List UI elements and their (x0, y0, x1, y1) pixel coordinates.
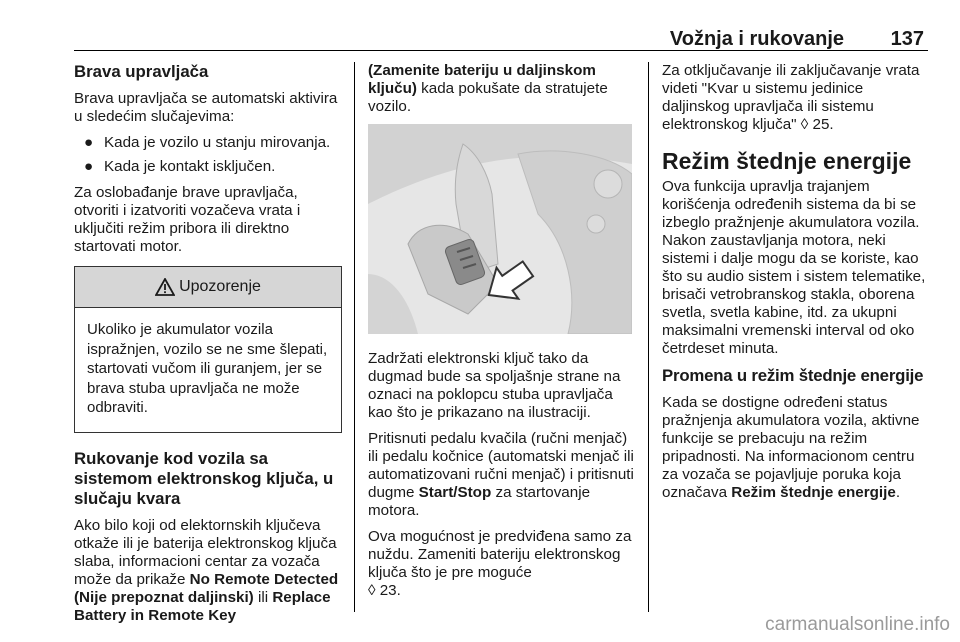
column-3 (662, 62, 930, 510)
paragraph: Ako bilo koji od elektornskih ključeva otkaže ili je baterija elektronskog ključa slaba, informacioni centar za vozača može da prikaže No Remote Detected (Nije prepoznat daljinski) ili Replace Battery in Remote Key (74, 516, 339, 624)
column-divider (648, 62, 649, 612)
heading-electronic-key-fault: Rukovanje kod vozila sa sistemom elektronskog ključa, u slučaju kvara (74, 448, 334, 508)
paragraph: Ova mogućnost je predviđena samo za nuždu. Zameniti bateriju elektronskog ključa što je pre moguće ◊ 23. (368, 528, 632, 599)
section-title: Vožnja i rukovanje (669, 28, 844, 50)
heading-steering-lock: Brava upravljača (74, 62, 209, 81)
warning-text: Ukoliko je akumulator vozila ispražnjen, vozilo se ne sme šlepati, startovati vučom ili guranjem, jer se brava stuba upravljača ne može odbraviti. (87, 321, 328, 416)
paragraph: Ova funkcija upravlja trajanjem korišćenja određenih sistema da bi se izbeglo pražnjenje akumulatora vozila. Nakon zaustavljanja motora, neki sistemi i dalje mogu da se koriste, kao što su audio sistem i sistem telematike, brisači vetrobranskog stakla, oborena svetla, svetla kabine, itd. za ukupni maksimalni vremenski interval od oko četrdeset minuta. (662, 178, 926, 357)
paragraph: Brava upravljača se automatski aktivira u sledećim slučajevima: (74, 90, 338, 125)
bullet-list (74, 134, 342, 176)
warning-title: Upozorenje (179, 278, 261, 295)
warning-box (74, 266, 342, 433)
header-divider (74, 50, 928, 51)
watermark: carmanualsonline.info (765, 614, 950, 635)
column-2 (368, 62, 636, 608)
heading-energy-saving-mode: Režim štednje energije (662, 148, 912, 174)
paragraph: Za otključavanje ili zaključavanje vrata videti "Kvar u sistemu jedinice daljinskog upravljača ili sistemu elektronskog ključa" ◊ 25. (662, 62, 920, 133)
column-divider (354, 62, 355, 612)
steering-column-key-illustration (368, 124, 632, 334)
paragraph: Pritisnuti pedalu kvačila (ručni menjač) ili pedalu kočnice (automatski menjač ili automatizovani ručni menjač) i pritisnuti dugme Start/Stop za startovanje motora. (368, 430, 634, 519)
column-1 (74, 62, 342, 633)
list-item: ● Kada je vozilo u stanju mirovanja. (84, 134, 331, 151)
page-header (74, 26, 928, 50)
list-item: ● Kada je kontakt isključen. (84, 158, 276, 175)
page-reference: ◊ 23. (368, 582, 401, 599)
paragraph: Kada se dostigne određeni status pražnjenja akumulatora vozila, aktivne funkcije se prebacuju na režim pripadnosti. Na informacionom centru za vozača se pojavljuje poruka koja označava Režim štednje energije. (662, 394, 920, 501)
paragraph: Za oslobađanje brave upravljača, otvoriti i izatvoriti vozačeva vrata i uključiti režim pribora ili direktno startovati motor. (74, 184, 301, 255)
heading-switch-energy-saving: Promena u režim štednje energije (662, 366, 924, 385)
warning-triangle-icon (155, 278, 175, 296)
paragraph: (Zamenite bateriju u daljinskom ključu) kada pokušate da stratujete vozilo. (368, 62, 608, 115)
warning-header (75, 267, 341, 308)
paragraph: Zadržati elektronski ključ tako da dugmad bude sa spoljašnje strane na oznaci na poklopcu stuba upravljača kao što je prikazano na ilustraciji. (368, 350, 621, 421)
page-number: 137 (890, 28, 924, 50)
page-reference: ◊ 25. (800, 116, 834, 133)
